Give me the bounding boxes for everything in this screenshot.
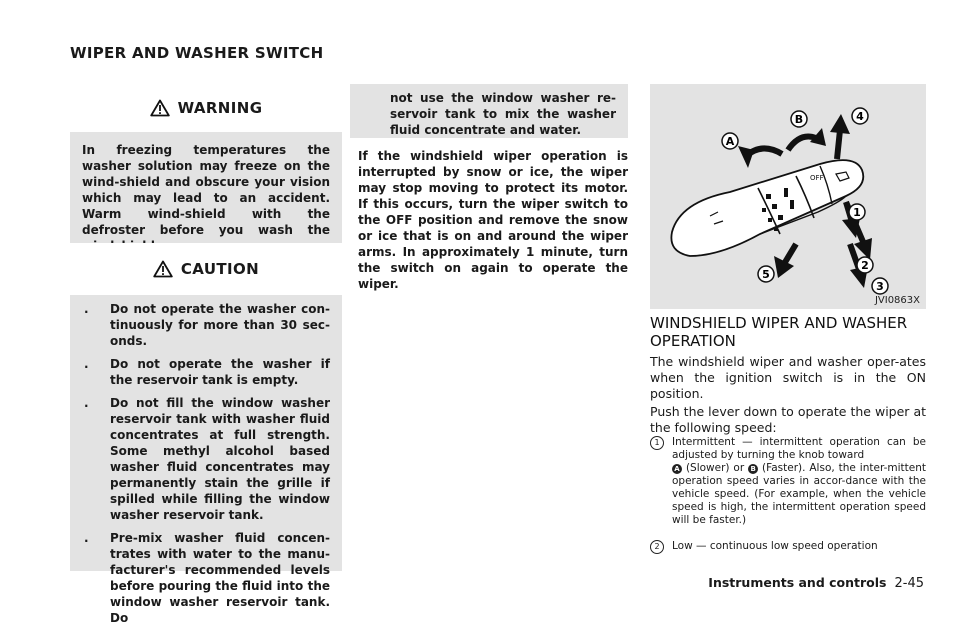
warning-triangle-icon: [150, 99, 170, 117]
caution-item: [82, 530, 330, 626]
caution-box: [70, 243, 342, 625]
caution-continuation-text: not use the window washer re-servoir tank to mix the washer fluid concentrate and water.: [390, 91, 616, 137]
speed-item-text: [672, 436, 926, 527]
caution-continuation-box: [350, 84, 628, 138]
item-number-icon: 2: [650, 540, 664, 554]
speed-item-text: Low — continuous low speed operation: [672, 540, 878, 552]
svg-text:OFF: OFF: [810, 174, 824, 182]
caution-triangle-icon: [153, 260, 173, 278]
page-footer: [708, 575, 924, 591]
caution-item-text: Do not operate the washer con-tinuously for more than 30 sec-onds.: [110, 302, 330, 348]
caution-item: [82, 395, 330, 523]
callout-b-label: B: [794, 113, 804, 126]
section-title: WIPER AND WASHER SWITCH: [70, 44, 324, 62]
knob-a-icon: A: [672, 464, 682, 474]
speed-intro-paragraph: Push the lever down to operate the wiper at the following speed:: [650, 404, 926, 435]
caution-item: [82, 301, 330, 349]
warning-text: In freezing temperatures the washer solution may freeze on the wind-shield and obscure your vision which may lead to an accident. Warm wind-shield with the defroster before you wash the: [82, 143, 330, 237]
bullet: .: [84, 396, 89, 410]
item-number-icon: 1: [650, 436, 664, 450]
wiper-switch-figure: [650, 84, 926, 309]
caution-item-text: Do not operate the washer if the reservoir tank is empty.: [110, 357, 330, 387]
caution-title: CAUTION: [180, 260, 260, 278]
wiper-lever-illustration: [650, 84, 926, 309]
callout-2-label: 2: [861, 259, 869, 272]
callout-4-label: 4: [856, 110, 864, 123]
interrupt-paragraph: If the windshield wiper operation is interrupted by snow or ice, the wiper may stop moving to protect its motor. If this occurs, turn the wiper switch to the OFF position and remove the snow or ice that is on and around the wiper arms. In approximately 1 minute, turn the switch on again to operate the wiper.: [358, 149, 628, 291]
operation-paragraph: The windshield wiper and washer oper-ates when the ignition switch is in the ON position.: [650, 354, 926, 401]
caution-list: [70, 295, 342, 626]
warning-header: [70, 84, 342, 132]
bullet: .: [84, 302, 89, 316]
speed-text-part: (Slower) or: [685, 462, 745, 474]
callout-5-label: 5: [762, 268, 770, 281]
subsection-title: WINDSHIELD WIPER AND WASHER OPERATION: [650, 314, 908, 350]
callout-3-label: 3: [876, 280, 884, 293]
knob-b-icon: B: [748, 464, 758, 474]
speed-item-intermittent: [650, 436, 926, 527]
caution-item-text: Pre-mix washer fluid concen-trates with water to the manu-facturer's recommended levels before pouring the fluid into the window washer reservoir tank. Do: [110, 531, 330, 625]
caution-header: [70, 243, 342, 295]
callout-a-label: A: [725, 135, 735, 148]
page-number: 2-45: [894, 576, 924, 591]
bullet: .: [84, 531, 89, 545]
caution-item-text: Do not fill the window washer reservoir tank with washer fluid concentrates at full strength. Some methyl alcohol based washer fluid concentrates may permanently stain the grille if spilled while filling the window washer reservoir tank.: [110, 396, 330, 522]
caution-item: [82, 356, 330, 388]
figure-label: JVI0863X: [874, 295, 920, 306]
callout-1-label: 1: [853, 206, 861, 219]
speed-text-part: Intermittent — intermittent operation can be adjusted by turning the knob toward: [672, 436, 926, 461]
chapter-name: Instruments and controls: [708, 575, 887, 590]
bullet: .: [84, 357, 89, 371]
speed-item-low: [650, 540, 926, 553]
warning-title: WARNING: [177, 99, 263, 117]
speed-text-part: (Faster). Also, the inter-mittent operation speed varies in accor-dance with the vehicle speed. (For example, when the vehicle speed is high, the intermittent operation speed will be faster.): [672, 462, 926, 526]
